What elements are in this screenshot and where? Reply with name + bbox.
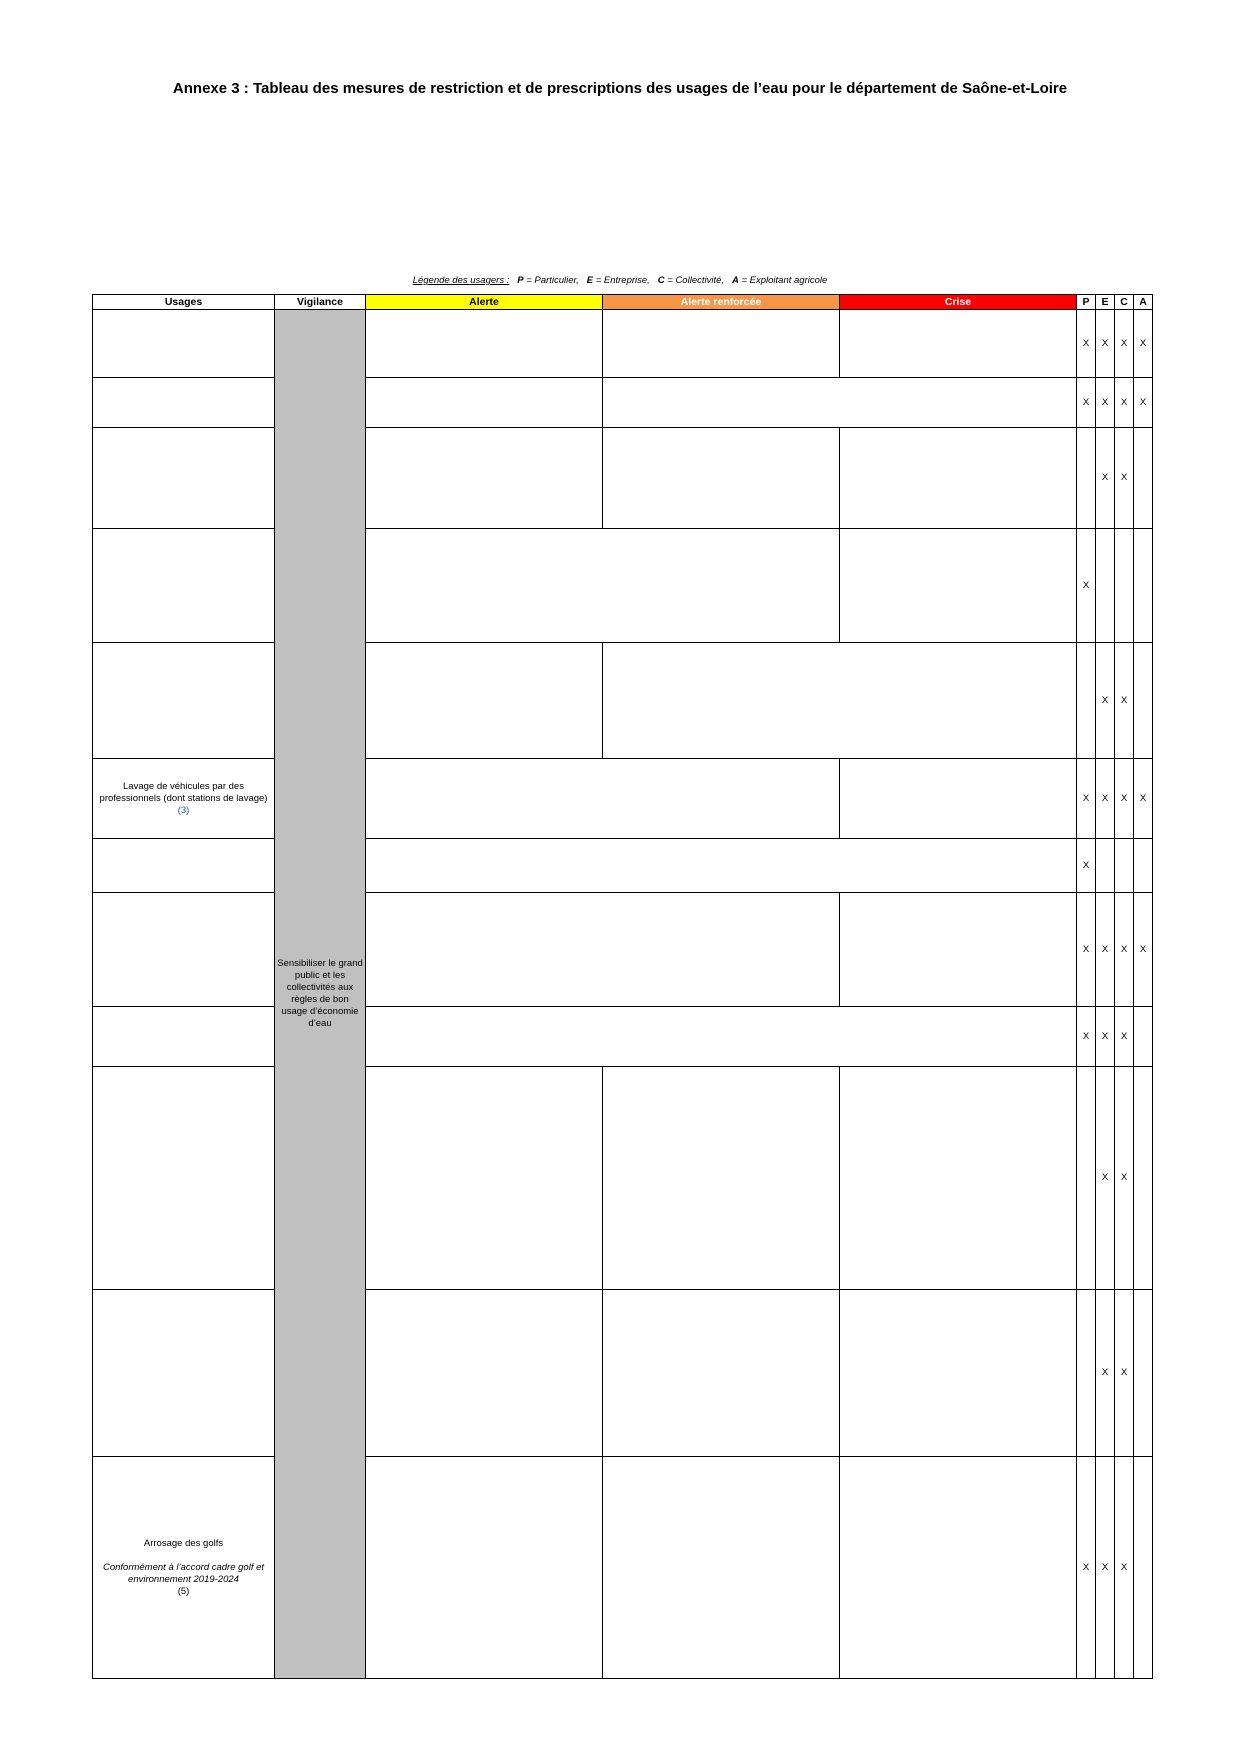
crise-cell	[840, 428, 1077, 529]
header-e: E	[1096, 295, 1115, 310]
legend-key-a: A	[731, 275, 739, 286]
alerte-cell	[366, 378, 603, 428]
p-mark	[1077, 428, 1096, 529]
crise-cell	[840, 310, 1077, 378]
crise-cell	[840, 893, 1077, 1007]
legend-label-p: = Particulier,	[523, 275, 579, 286]
p-mark: X	[1077, 529, 1096, 643]
usage-cell	[93, 1067, 275, 1290]
a-mark	[1134, 839, 1153, 893]
page-title: Annexe 3 : Tableau des mesures de restriction et de prescriptions des usages de l’eau pour le département de Saône-et-Loire	[172, 80, 1068, 97]
e-mark: X	[1096, 759, 1115, 839]
p-mark: X	[1077, 310, 1096, 378]
alerte-cell	[366, 1457, 603, 1679]
legend-label-a: = Exploitant agricole	[738, 275, 828, 286]
a-mark	[1134, 1290, 1153, 1457]
table-row	[93, 893, 1153, 1007]
table-row	[93, 378, 1153, 428]
e-mark: X	[1096, 1457, 1115, 1679]
a-mark: X	[1134, 893, 1153, 1007]
p-mark: X	[1077, 378, 1096, 428]
c-mark: X	[1115, 643, 1134, 759]
p-mark	[1077, 643, 1096, 759]
c-mark: X	[1115, 1290, 1134, 1457]
table-row	[93, 643, 1153, 759]
all-levels-cell	[366, 1007, 1077, 1067]
c-mark: X	[1115, 893, 1134, 1007]
usage-cell	[93, 643, 275, 759]
legend-key-e: E	[586, 275, 594, 286]
legend-key-p: P	[517, 275, 524, 286]
e-mark: X	[1096, 378, 1115, 428]
e-mark: X	[1096, 428, 1115, 529]
table-row	[93, 1290, 1153, 1457]
legend-title: Légende des usagers :	[412, 275, 510, 286]
table-row	[93, 839, 1153, 893]
legend-key-c: C	[657, 275, 665, 286]
header-vigilance: Vigilance	[275, 295, 366, 310]
c-mark: X	[1115, 428, 1134, 529]
table-row	[93, 428, 1153, 529]
vigilance-cell: Sensibiliser le grand public et les collectivités aux règles de bon usage d’économie d’eau	[275, 310, 366, 1679]
header-p: P	[1077, 295, 1096, 310]
e-mark: X	[1096, 1067, 1115, 1290]
header-alerte-renforcee: Alerte renforcée	[603, 295, 840, 310]
usage-cell	[93, 759, 275, 839]
alerte-renforcee-crise-cell	[603, 378, 1077, 428]
usage-note-number: (5)	[177, 1585, 190, 1597]
table-row	[93, 1007, 1153, 1067]
e-mark: X	[1096, 1290, 1115, 1457]
usage-cell	[93, 310, 275, 378]
usage-cell	[93, 428, 275, 529]
header-c: C	[1115, 295, 1134, 310]
alerte-renforcee-cell	[366, 759, 840, 839]
alerte-renforcee-crise-cell	[603, 643, 1077, 759]
usage-cell	[93, 1007, 275, 1067]
legend	[90, 275, 1150, 286]
alerte-renforcee-cell	[366, 529, 840, 643]
e-mark: X	[1096, 310, 1115, 378]
crise-cell	[840, 759, 1077, 839]
c-mark: X	[1115, 1007, 1134, 1067]
header-row	[93, 295, 1153, 310]
p-mark: X	[1077, 1007, 1096, 1067]
a-mark: X	[1134, 310, 1153, 378]
alerte-cell	[366, 643, 603, 759]
p-mark	[1077, 1290, 1096, 1457]
table-row	[93, 1067, 1153, 1290]
usage-cell	[93, 839, 275, 893]
legend-label-e: = Entreprise,	[593, 275, 650, 286]
table-row	[93, 529, 1153, 643]
crise-cell	[840, 1290, 1077, 1457]
usage-cell	[93, 1457, 275, 1679]
p-mark: X	[1077, 1457, 1096, 1679]
usage-note-link[interactable]: (3)	[177, 804, 190, 816]
header-crise: Crise	[840, 295, 1077, 310]
a-mark	[1134, 529, 1153, 643]
alerte-cell	[366, 1067, 603, 1290]
c-mark: X	[1115, 1067, 1134, 1290]
alerte-renforcee-cell	[603, 428, 840, 529]
c-mark: X	[1115, 378, 1134, 428]
alerte-renforcee-cell	[366, 893, 840, 1007]
alerte-renforcee-cell	[603, 1457, 840, 1679]
legend-label-c: = Collectivité,	[664, 275, 725, 286]
crise-cell	[840, 529, 1077, 643]
e-mark	[1096, 529, 1115, 643]
usage-cell	[93, 378, 275, 428]
e-mark	[1096, 839, 1115, 893]
e-mark: X	[1096, 893, 1115, 1007]
header-alerte: Alerte	[366, 295, 603, 310]
usage-text: Arrosage des golfs	[143, 1537, 224, 1549]
alerte-renforcee-cell	[603, 1290, 840, 1457]
a-mark: X	[1134, 378, 1153, 428]
c-mark: X	[1115, 310, 1134, 378]
a-mark	[1134, 1457, 1153, 1679]
usage-cell	[93, 893, 275, 1007]
p-mark: X	[1077, 759, 1096, 839]
table-row	[93, 1457, 1153, 1679]
usage-text: Lavage de véhicules par des professionnels (dont stations de lavage)	[99, 780, 268, 804]
e-mark: X	[1096, 1007, 1115, 1067]
alerte-renforcee-cell	[603, 1067, 840, 1290]
all-levels-cell	[366, 839, 1077, 893]
usage-cell	[93, 1290, 275, 1457]
a-mark	[1134, 643, 1153, 759]
a-mark	[1134, 1067, 1153, 1290]
p-mark	[1077, 1067, 1096, 1290]
alerte-cell	[366, 1290, 603, 1457]
alerte-cell	[366, 428, 603, 529]
usage-cell	[93, 529, 275, 643]
header-a: A	[1134, 295, 1153, 310]
alerte-renforcee-cell	[603, 310, 840, 378]
crise-cell	[840, 1457, 1077, 1679]
e-mark: X	[1096, 643, 1115, 759]
table-row	[93, 759, 1153, 839]
p-mark: X	[1077, 893, 1096, 1007]
c-mark: X	[1115, 759, 1134, 839]
restrictions-table	[92, 294, 1153, 1679]
a-mark	[1134, 1007, 1153, 1067]
c-mark	[1115, 529, 1134, 643]
crise-cell	[840, 1067, 1077, 1290]
table-row	[93, 310, 1153, 378]
alerte-cell	[366, 310, 603, 378]
p-mark: X	[1077, 839, 1096, 893]
a-mark: X	[1134, 759, 1153, 839]
a-mark	[1134, 428, 1153, 529]
usage-agreement-note: Conformément à l’accord cadre golf et environnement 2019-2024	[102, 1561, 265, 1585]
c-mark	[1115, 839, 1134, 893]
header-usages: Usages	[93, 295, 275, 310]
c-mark: X	[1115, 1457, 1134, 1679]
